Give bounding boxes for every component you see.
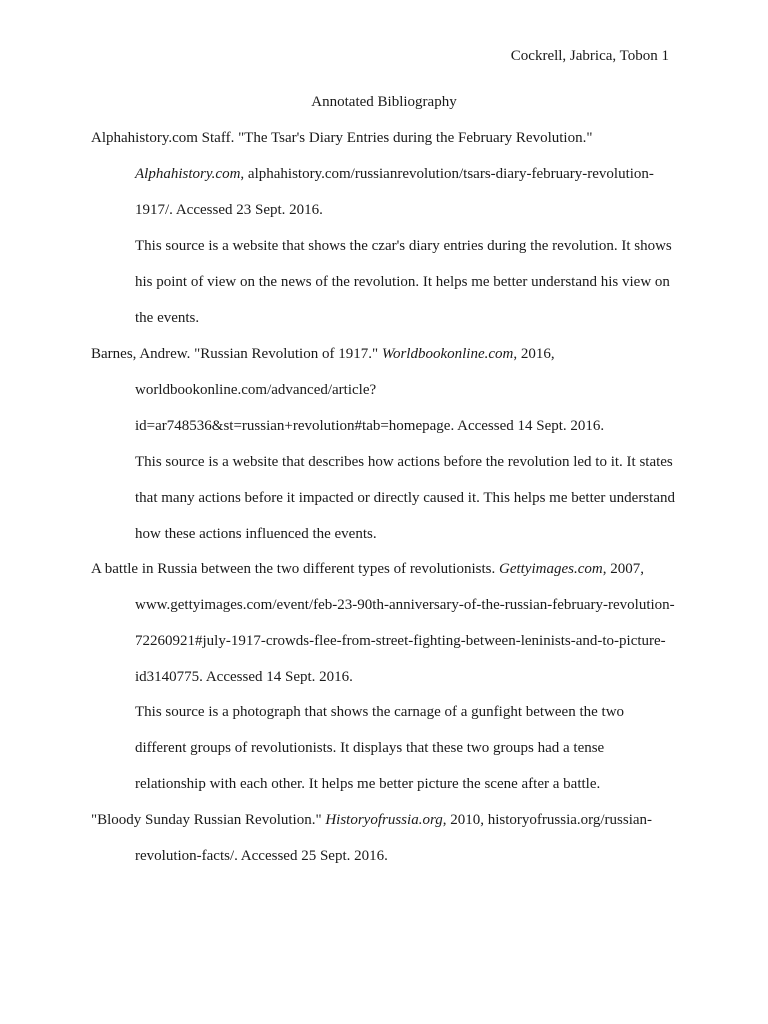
annotation-line: the events. <box>135 310 200 326</box>
citation-text: , 2016, <box>513 346 555 362</box>
source-title: Worldbookonline.com <box>381 346 514 362</box>
citation-text: A battle in Russia between the two different types of revolutionists. <box>91 561 499 577</box>
annotation-line: This source is a photograph that shows the carnage of a gunfight between the two <box>135 704 625 720</box>
annotation-line: This source is a website that describes how actions before the revolution led to it. It states <box>135 454 673 470</box>
citation-line <box>91 342 555 366</box>
citation-text: , 2007, <box>602 561 644 577</box>
citation-text: "Bloody Sunday Russian Revolution." <box>91 812 326 828</box>
citation-line: www.gettyimages.com/event/feb-23-90th-anniversary-of-the-russian-february-revolution- <box>135 597 675 613</box>
running-header: Cockrell, Jabrica, Tobon 1 <box>510 48 669 64</box>
annotation-line: This source is a website that shows the czar's diary entries during the revolution. It shows <box>135 238 672 254</box>
citation-line: revolution-facts/. Accessed 25 Sept. 2016. <box>135 848 388 864</box>
citation-line: 1917/. Accessed 23 Sept. 2016. <box>135 202 323 218</box>
annotation-line: his point of view on the news of the revolution. It helps me better understand his view on <box>135 274 670 290</box>
citation-line <box>91 557 644 581</box>
source-title: Alphahistory.com <box>135 166 241 182</box>
source-title: Historyofrussia.org <box>325 812 443 828</box>
citation-line: id3140775. Accessed 14 Sept. 2016. <box>135 669 353 685</box>
page-title: Annotated Bibliography <box>311 94 457 110</box>
citation-line: id=ar748536&st=russian+revolution#tab=homepage. Accessed 14 Sept. 2016. <box>135 418 605 434</box>
annotation-line: different groups of revolutionists. It displays that these two groups had a tense <box>135 740 605 756</box>
citation-line <box>91 808 652 832</box>
source-title: Gettyimages.com <box>498 561 603 577</box>
citation-text: , alphahistory.com/russianrevolution/tsars-diary-february-revolution- <box>240 166 654 182</box>
citation-text: , 2010, historyofrussia.org/russian- <box>442 812 653 828</box>
citation-line: 72260921#july-1917-crowds-flee-from-street-fighting-between-leninists-and-to-picture- <box>135 633 666 649</box>
annotation-line: that many actions before it impacted or directly caused it. This helps me better understand <box>135 490 675 506</box>
citation-line <box>135 162 654 186</box>
annotation-line: how these actions influenced the events. <box>135 526 377 542</box>
citation-text: Barnes, Andrew. "Russian Revolution of 1917." <box>91 346 382 362</box>
annotation-line: relationship with each other. It helps me better picture the scene after a battle. <box>135 776 601 792</box>
citation-line: Alphahistory.com Staff. "The Tsar's Diary Entries during the February Revolution." <box>91 130 593 146</box>
citation-line: worldbookonline.com/advanced/article? <box>135 382 377 398</box>
